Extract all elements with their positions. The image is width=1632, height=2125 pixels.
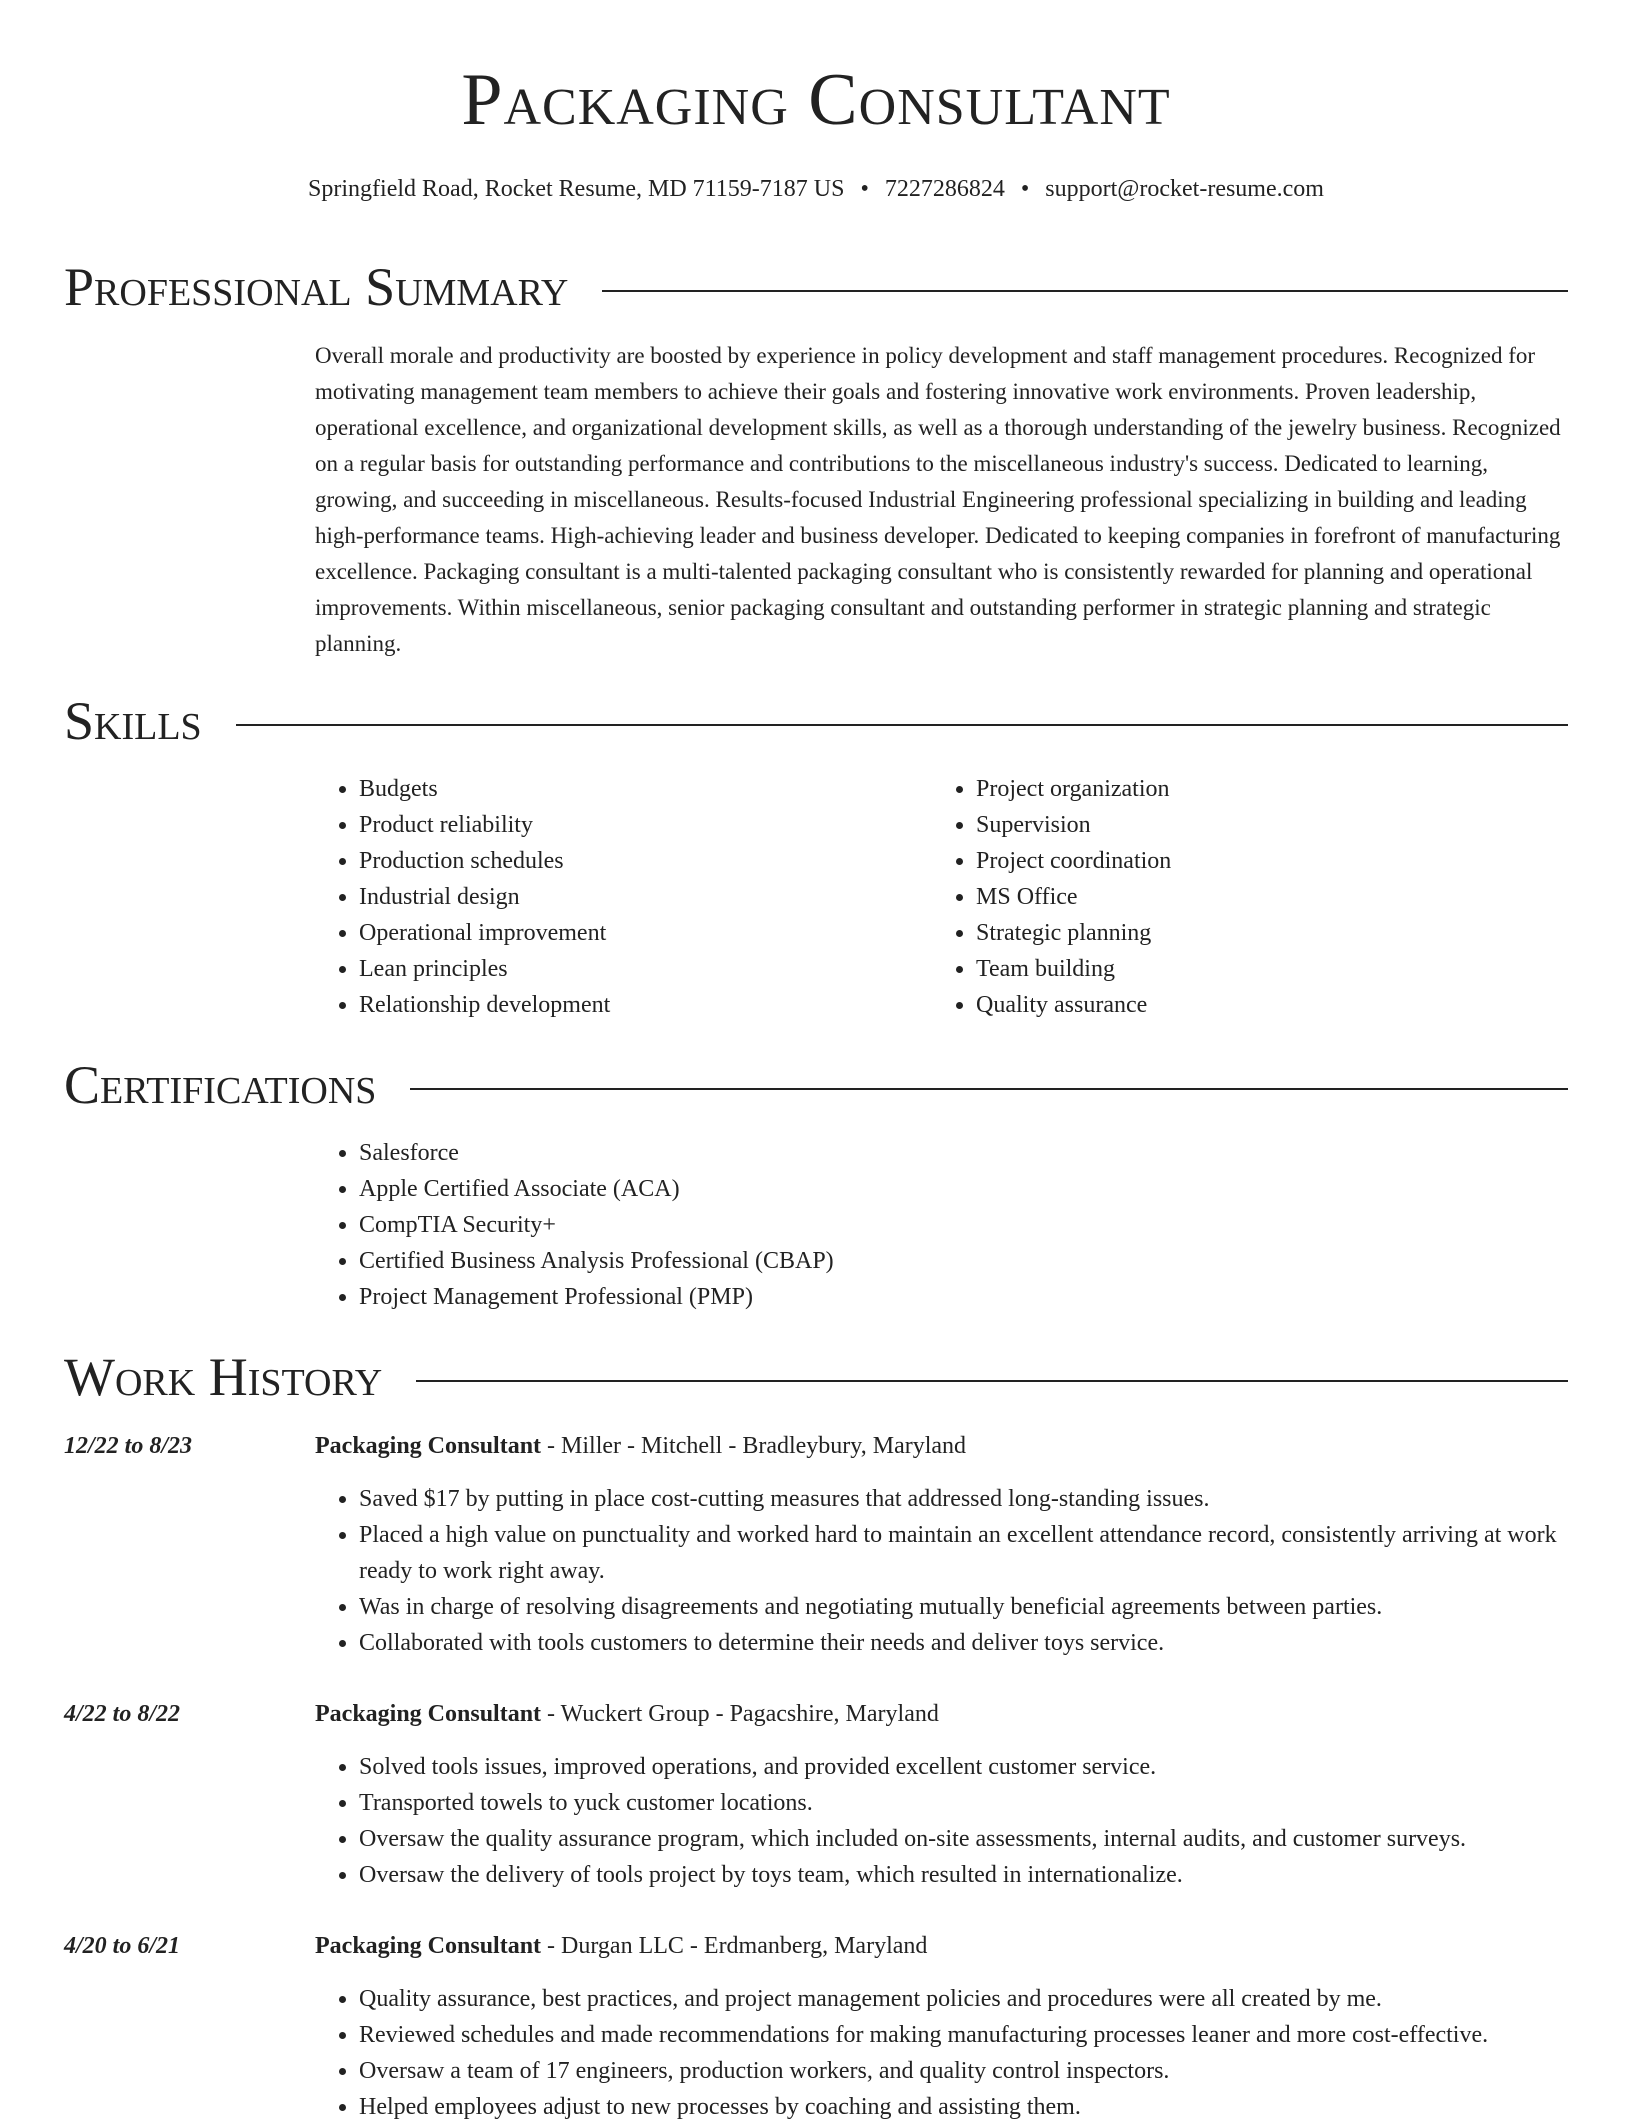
job-employer: - Durgan LLC - Erdmanberg, Maryland [541,1933,928,1959]
list-item: • Quality assurance [976,987,1576,1023]
address: Springfield Road, Rocket Resume, MD 71159-7187 US [308,176,845,202]
section-rule [602,290,1568,292]
list-item: • Helped employees adjust to new processes by coaching and assisting them. [359,2089,1614,2125]
section-rule [410,1088,1568,1090]
list-item: • Oversaw the quality assurance program, which included on-site assessments, internal audits, and customer surveys. [359,1821,1614,1857]
section-title: Skills [64,691,202,751]
job-employer: - Wuckert Group - Pagacshire, Maryland [541,1701,939,1727]
list-item: • Reviewed schedules and made recommendations for making manufacturing processes leaner and more cost-effective. [359,2017,1614,2053]
list-item: • Project organization [976,771,1576,807]
list-item: • Operational improvement [359,915,919,951]
separator-dot: • [860,176,869,202]
certifications-list [315,1135,1614,1315]
list-item: • Apple Certified Associate (ACA) [359,1171,1614,1207]
list-item: • Budgets [359,771,919,807]
job-role: Packaging Consultant [315,1433,542,1459]
certifications-section-header [64,1055,1568,1115]
list-item: • Transported towels to yuck customer locations. [359,1785,1614,1821]
work-history-section-header [64,1347,1568,1407]
list-item: • Lean principles [359,951,919,987]
job-dates: 4/20 to 6/21 [64,1933,181,1959]
section-rule [236,724,1568,726]
job-employer: - Miller - Mitchell - Bradleybury, Maryland [541,1433,967,1459]
job-bullets [315,1749,1614,1893]
summary-section-header [64,257,1568,317]
list-item: • Product reliability [359,807,919,843]
list-item: • MS Office [976,879,1576,915]
contact-line [0,176,1632,203]
list-item: • Collaborated with tools customers to determine their needs and deliver toys service. [359,1625,1614,1661]
skills-list-right [932,771,1576,1023]
job-heading [315,1701,939,1728]
separator-dot: • [1020,176,1030,202]
list-item: • Supervision [976,807,1576,843]
list-item: • Saved $17 by putting in place cost-cutting measures that addressed long-standing issues. [359,1481,1614,1517]
list-item: • Strategic planning [976,915,1576,951]
list-item: • Relationship development [359,987,919,1023]
summary-text: Overall morale and productivity are boosted by experience in policy development and staff management procedures. Recognized for motivating management team members to achieve their goals and fostering innovative work environments. Proven leadership, operational excellence, and organizational development skills, as well as a thorough understanding of the jewelry business. Recognized on a regular basis for outstanding performance and contributions to the miscellaneous industry's success. Dedicated to learning, growing, and succeeding in miscellaneous. Results-focused Industrial Engineering professional specializing in building and leading high-performance teams. High-achieving leader and business developer. Dedicated to keeping companies in forefront of manufacturing excellence. Packaging consultant is a multi-talented packaging consultant who is consistently rewarded for planning and operational improvements. Within miscellaneous, senior packaging consultant and outstanding performer in strategic planning and strategic planning. [315,343,1561,656]
job-dates: 12/22 to 8/23 [64,1433,193,1459]
job-bullets [315,1981,1614,2125]
list-item: • Placed a high value on punctuality and worked hard to maintain an excellent attendance record, consistently arriving at work ready to work right away. [359,1517,1614,1589]
list-item: • Team building [976,951,1576,987]
list-item: • Oversaw a team of 17 engineers, production workers, and quality control inspectors. [359,2053,1614,2089]
job-heading [315,1933,927,1960]
section-title: Professional Summary [64,257,569,317]
skills-list-left [315,771,919,1023]
email[interactable]: support@rocket-resume.com [1045,176,1324,202]
phone: 7227286824 [884,176,1005,202]
list-item: • Industrial design [359,879,919,915]
list-item: • Solved tools issues, improved operations, and provided excellent customer service. [359,1749,1614,1785]
list-item: • CompTIA Security+ [359,1207,1614,1243]
list-item: • Salesforce [359,1135,1614,1171]
candidate-name: Packaging Consultant [461,59,1171,141]
job-heading [315,1433,966,1460]
section-rule [416,1380,1568,1382]
list-item: • Certified Business Analysis Professional (CBAP) [359,1243,1614,1279]
list-item: • Production schedules [359,843,919,879]
skills-section-header [64,691,1568,751]
job-dates: 4/22 to 8/22 [64,1701,181,1727]
section-title: Work History [64,1347,383,1407]
section-title: Certifications [64,1055,377,1115]
list-item: • Oversaw the delivery of tools project by toys team, which resulted in internationalize. [359,1857,1614,1893]
job-role: Packaging Consultant [315,1933,542,1959]
job-bullets [315,1481,1614,1661]
job-role: Packaging Consultant [315,1701,542,1727]
list-item: • Project coordination [976,843,1576,879]
list-item: • Project Management Professional (PMP) [359,1279,1614,1315]
list-item: • Quality assurance, best practices, and project management policies and procedures were all created by me. [359,1981,1614,2017]
list-item: • Was in charge of resolving disagreements and negotiating mutually beneficial agreements between parties. [359,1589,1614,1625]
